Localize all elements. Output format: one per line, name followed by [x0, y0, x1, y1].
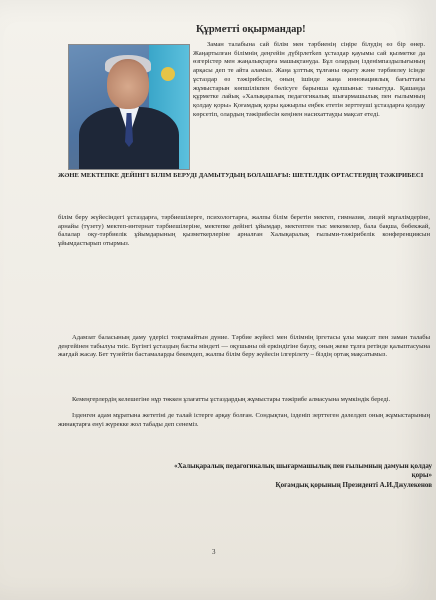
paragraph-3: Адамзат баласының даму үдерісі тоқтамайтын дүние. Тәрбие жүйесі мен білімнің іргетасы ұлы мақсат пен заман талабы деңгейінен табылуы тиіс. Бүгінгі ұстаздың басты міндеті — оқушыны ой еркіндігіне баулу, оның жеке тұлға ретінде қалыптасуына жағдай жасау. Бет түзейтін бастамаларды бекемдеп, жалпы білім беру жүйесін ілгерілету – біздің ортақ мақсатымыз.	[58, 334, 430, 359]
signature-block	[160, 462, 432, 490]
intro-paragraph: Заман талабына сай білім мен тәрбиенің сіңіре білудің өз бір өнер. Жаңартылған білімнің деңгейін дүбірлетken ұстаздар қауымы сай қызметке да өзгерістер мен жаңалықтарға машықтануда. Бұл олардың ізденімпаздылығының арқасы деп те айта аламыз. Жаңа ұлттық тұлғаны оқыту және тәрбиелеу ісінде ұстаздар өз тәжірибесін, оның ішінде жаңа инновациялық бағыттағы жұмыстарын көпшілікпен бөлісуге барынша құлшыныс танытуда. Қашанда құрметке лайық «Халықаралық педагогикалық шығармашылық пен ғылымның қолдау қоры» Қоғамдық қоры қажырлы еңбек ететін зерттеуші ұстаздарға қолдау көрсетіп, олардың тәжірибесін кеңінен насихаттауды мақсат етеді.	[193, 41, 425, 118]
portrait-head	[107, 59, 149, 109]
page-title: Құрметті оқырмандар!	[196, 24, 306, 35]
paragraph-2: білім беру жүйесіндегі ұстаздарға, тәрбиешілерге, психологтарға, жалпы білім беретін мектеп, гимназия, лицей мұғалімдеріне, арнайы (түзету) мектеп-интернат тәрбиешілеріне, мектепке дейінгі ұйымдар, мектептен тыс мекемелер, бала бақша, бөбекжай, балалар оқу-тәрбиелік ұйымдарының қызметкерлеріне арналған Халықаралық ғылыми-тәжірибелік конференциясын ұйымдастырып отырмыз.	[58, 214, 430, 248]
highlight-heading: ЖӘНЕ МЕКТЕПКЕ ДЕЙІНГІ БІЛІМ БЕРУДІ ДАМЫТУДЫҢ БОЛАШАҒЫ: ШЕТЕЛДІК ОРТАСТЕРДІҢ ТӘЖІРИБЕСІ	[58, 172, 424, 179]
signature-president: Қоғамдық қорының Президенті А.И.Джулекенов	[275, 480, 432, 489]
paragraph-4: Кемеңгерлердің келешегіне нұр төккен ұлағатты ұстаздардың жұмыстары тәжірибе алмасуына мүмкіндік береді.	[72, 396, 391, 403]
signature-organization: «Халықаралық педагогикалық шығармашылық пен ғылымның дамуын қолдау қоры»	[174, 462, 432, 480]
author-portrait	[68, 44, 190, 170]
page-number: 3	[212, 548, 216, 556]
paragraph-5: Ізденген адам мұратына жететіні де талай істерге арқау болған. Сондықтан, ізденіп зерттеген дәлелдеп оның жұмыстарының жинақтарға енуі жүрекке жол табады деп сенеміз.	[58, 412, 430, 428]
